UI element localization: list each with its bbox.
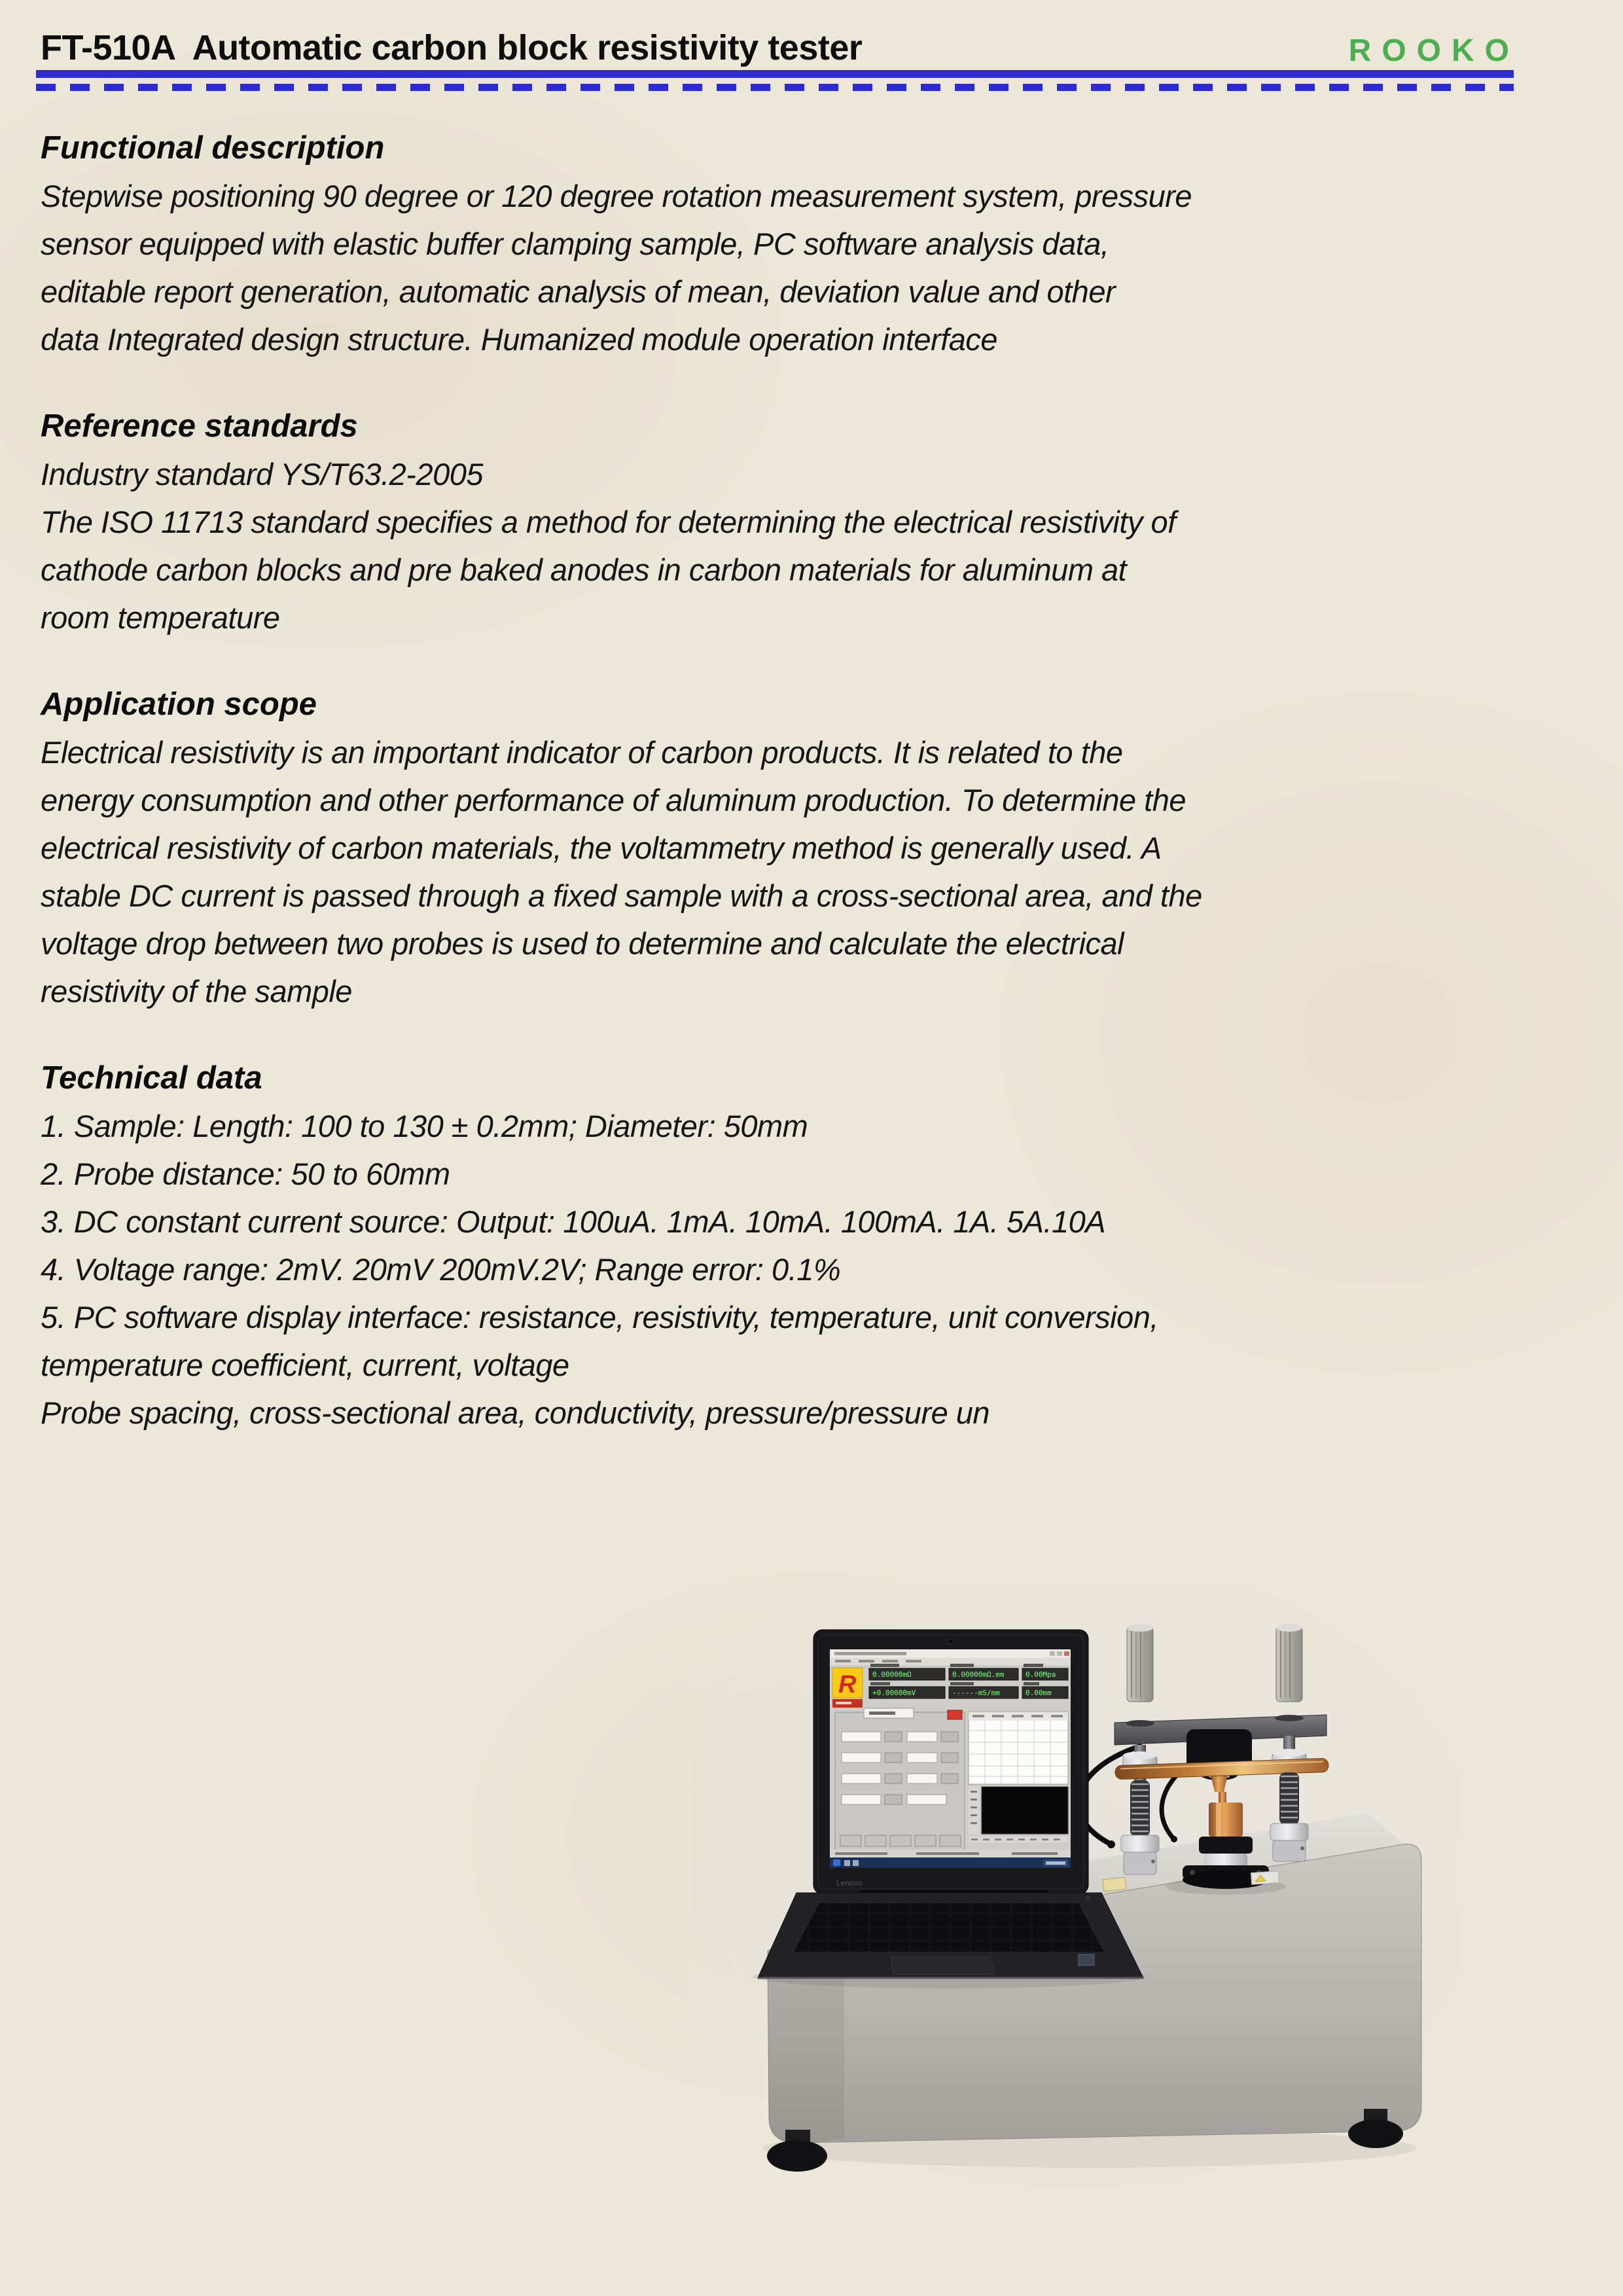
body-line: energy consumption and other performance of aluminum production. To determine the [41, 783, 1186, 817]
body-line: stable DC current is passed through a fixed sample with a cross-sectional area, and the [41, 878, 1202, 913]
body-line: 5. PC software display interface: resistance, resistivity, temperature, unit conversion, [41, 1300, 1158, 1335]
laptop-screen [830, 1649, 1071, 1868]
readout-pressure: 0.00Mpa [1026, 1670, 1056, 1679]
caster-foot [767, 2140, 827, 2172]
section-heading: Technical data [41, 1060, 262, 1096]
warning-sticker [1103, 1877, 1126, 1891]
touchpad [891, 1957, 995, 1974]
knurled-knob [1127, 1624, 1153, 1702]
body-line: data Integrated design structure. Humanized module operation interface [41, 322, 998, 357]
body-line: The ISO 11713 standard specifies a method for determining the electrical resistivity of [41, 505, 1176, 539]
header-rule-solid [36, 70, 1514, 78]
rod-spring [1279, 1772, 1299, 1825]
waveform-display [982, 1787, 1068, 1834]
page-title: FT-510A Automatic carbon block resistivity tester [41, 28, 863, 67]
header-rule-dashed [36, 84, 1514, 91]
webcam [949, 1640, 954, 1644]
section-reference-standards [41, 403, 1513, 641]
section-functional-description [41, 124, 1513, 363]
stop-button [948, 1710, 962, 1719]
body-line: electrical resistivity of carbon materials, the voltammetry method is generally used. A [41, 831, 1162, 865]
section-heading: Functional description [41, 130, 385, 166]
software-logo-letter: R [838, 1671, 857, 1698]
content [41, 124, 1513, 1476]
body-line: voltage drop between two probes is used to determine and calculate the electrical [41, 926, 1124, 961]
body-line: resistivity of the sample [41, 974, 352, 1009]
body-line: room temperature [41, 600, 280, 635]
caster-foot [1348, 2119, 1403, 2148]
body-line: 3. DC constant current source: Output: 100uA. 1mA. 10mA. 100mA. 1A. 5A.10A [41, 1204, 1106, 1239]
rod-spring [1130, 1780, 1150, 1837]
body-line: Industry standard YS/T63.2-2005 [41, 457, 484, 492]
section-heading: Application scope [41, 687, 317, 722]
section-application-scope [41, 681, 1513, 1015]
body-line: 2. Probe distance: 50 to 60mm [41, 1157, 450, 1191]
base-collar [1121, 1835, 1159, 1874]
readout-resistance: 0.00000mΩ [872, 1670, 912, 1679]
body-line: editable report generation, automatic analysis of mean, deviation value and other [41, 274, 1116, 309]
knurled-knob [1276, 1624, 1302, 1702]
cpu-sticker [1079, 1954, 1094, 1965]
warning-sticker [1251, 1871, 1279, 1885]
body-line: 1. Sample: Length: 100 to 130 ± 0.2mm; Diameter: 50mm [41, 1109, 808, 1143]
taskbar [830, 1857, 1071, 1868]
body-line: cathode carbon blocks and pre baked anodes in carbon materials for aluminum at [41, 552, 1127, 587]
laptop-brand-label: Lenovo [836, 1878, 863, 1888]
readout-displacement: 0.00mm [1026, 1689, 1052, 1697]
body-line: sensor equipped with elastic buffer clamping sample, PC software analysis data, [41, 226, 1109, 261]
power-button [1084, 1895, 1091, 1901]
body-line: Electrical resistivity is an important indicator of carbon products. It is related to the [41, 735, 1123, 770]
body-line: Stepwise positioning 90 degree or 120 degree rotation measurement system, pressure [41, 179, 1192, 213]
body-line: 4. Voltage range: 2mV. 20mV 200mV.2V; Range error: 0.1% [41, 1252, 841, 1287]
readout-voltage: +0.00000mV [872, 1689, 916, 1697]
section-technical-data [41, 1054, 1513, 1437]
brand-logo: ROOKO [1348, 33, 1520, 68]
base-collar [1270, 1823, 1308, 1861]
body-line: Probe spacing, cross-sectional area, conductivity, pressure/pressure un [41, 1395, 990, 1430]
readout-conductivity: ------mS/mm [952, 1689, 1000, 1697]
readout-resistivity: 0.00000mΩ.mm [952, 1670, 1005, 1679]
body-line: temperature coefficient, current, voltage [41, 1348, 569, 1382]
product-photo [687, 1584, 1459, 2186]
section-heading: Reference standards [41, 408, 358, 444]
